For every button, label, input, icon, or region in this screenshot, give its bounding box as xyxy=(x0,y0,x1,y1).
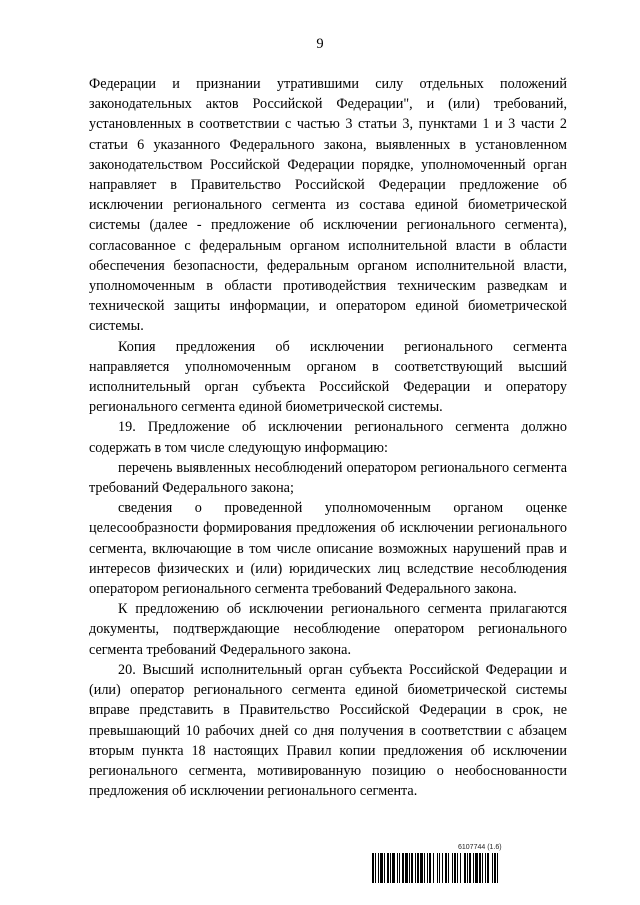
paragraph: Федерации и признании утратившими силу отдельных положений законодательных актов Российской Федерации", и (или) требований, установленных в соответствии с частью 3 статьи 3, пунктами 1 и 3 части 2 статьи 6 указанного Федерального закона, выявленных в установленном законодательством Российской Федерации порядке, уполномоченный орган направляет в Правительство Российской Федерации предложение об исключении регионального сегмента из состава единой биометрической системы (далее - предложение об исключении регионального сегмента), согласованное с федеральным органом исполнительной власти в области обеспечения безопасности, федеральным органом исполнительной власти, уполномоченным в области противодействия техническим разведкам и технической защиты информации, и оператором единой биометрической системы. xyxy=(89,76,567,335)
paragraph: Копия предложения об исключении регионального сегмента направляется уполномоченным органом в соответствующий высший исполнительный орган субъекта Российской Федерации и оператору регионального сегмента единой биометрической системы. xyxy=(89,338,567,416)
paragraph: К предложению об исключении регионального сегмента прилагаются документы, подтверждающие несоблюдение оператором регионального сегмента требований Федерального закона. xyxy=(89,601,567,658)
paragraph: сведения о проведенной уполномоченным органом оценке целесообразности формирования предложения об исключении регионального сегмента, включающие в том числе описание возможных нарушений прав и интересов физических и (или) юридических лиц вследствие несоблюдения оператором регионального сегмента требований Федерального закона. xyxy=(89,500,567,598)
document-body xyxy=(89,74,567,801)
barcode-code: 6107744 (1.6) xyxy=(458,844,502,851)
paragraph: 20. Высший исполнительный орган субъекта Российской Федерации и (или) оператор регионального сегмента единой биометрической системы вправе представить в Правительство Российской Федерации в срок, не превышающий 10 рабочих дней со дня получения в соответствии с абзацем вторым пункта 18 настоящих Правил копии предложения об исключении регионального сегмента, мотивированную позицию о необоснованности предложения об исключении регионального сегмента. xyxy=(89,661,567,800)
paragraph: перечень выявленных несоблюдений оператором регионального сегмента требований Федерального закона; xyxy=(89,459,567,497)
barcode-block xyxy=(372,844,568,884)
barcode-icon xyxy=(372,853,568,883)
page-number: 9 xyxy=(316,36,324,52)
paragraph: 19. Предложение об исключении регионального сегмента должно содержать в том числе следующую информацию: xyxy=(89,419,567,456)
